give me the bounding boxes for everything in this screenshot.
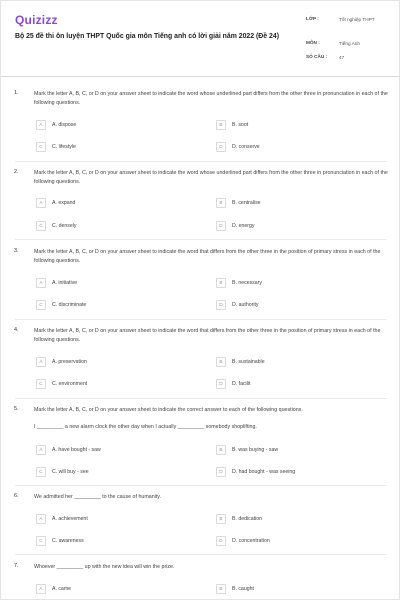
question-text: Whoever _________ up with the new idea will win the prize. — [34, 564, 175, 570]
divider — [15, 239, 387, 240]
option-text: A. dispose — [52, 122, 77, 128]
option-a[interactable] — [36, 584, 206, 594]
option-d[interactable] — [216, 467, 386, 477]
divider — [15, 485, 387, 486]
meta-value: Tốt nghiệp THPT — [339, 17, 375, 22]
option-text: A. came — [52, 586, 72, 592]
question-text: Mark the letter A, B, C, or D on your answer sheet to indicate the word that differs from the other three in the position of primary stress in each of the following questions. — [34, 249, 381, 264]
option-letter-box: D — [216, 300, 226, 310]
option-b[interactable] — [216, 198, 386, 208]
option-letter-box: C — [36, 221, 46, 231]
option-text: D. authority — [232, 302, 259, 308]
question-text: Mark the letter A, B, C, or D on your answer sheet to indicate the correct answer to each of the following questions. — [34, 407, 303, 413]
quizizz-logo[interactable]: Quizizz — [15, 13, 58, 27]
meta-value: Tiếng Anh — [339, 41, 360, 46]
option-letter-box: B — [216, 357, 226, 367]
divider — [15, 554, 387, 555]
question-number: 6. — [14, 493, 19, 499]
option-letter-box: B — [216, 445, 226, 455]
option-a[interactable] — [36, 445, 206, 455]
option-a[interactable] — [36, 120, 206, 130]
option-a[interactable] — [36, 198, 206, 208]
worksheet-meta — [306, 16, 394, 68]
option-text: A. initiative — [52, 280, 78, 286]
option-letter-box: D — [216, 142, 226, 152]
option-letter-box: A — [36, 278, 46, 288]
option-letter-box: A — [36, 514, 46, 524]
option-text: B. dedication — [232, 516, 262, 522]
option-letter-box: B — [216, 198, 226, 208]
question-number: 1. — [14, 90, 19, 96]
option-text: C. densely — [52, 223, 77, 229]
option-letter-box: B — [216, 278, 226, 288]
question-text: We admitted her _________ to the cause of humanity. — [34, 494, 162, 500]
option-d[interactable] — [216, 221, 386, 231]
option-a[interactable] — [36, 278, 206, 288]
option-letter-box: A — [36, 445, 46, 455]
question-text: Mark the letter A, B, C, or D on your answer sheet to indicate the word that differs from the other three in the position of primary stress in each of the following questions. — [34, 328, 381, 343]
option-text: C. awareness — [52, 538, 84, 544]
meta-row-grade — [306, 16, 394, 40]
option-c[interactable] — [36, 467, 206, 477]
option-c[interactable] — [36, 300, 206, 310]
option-a[interactable] — [36, 357, 206, 367]
option-d[interactable] — [216, 300, 386, 310]
option-letter-box: C — [36, 379, 46, 389]
divider — [15, 398, 387, 399]
option-letter-box: B — [216, 584, 226, 594]
option-d[interactable] — [216, 379, 386, 389]
option-b[interactable] — [216, 514, 386, 524]
option-letter-box: B — [216, 514, 226, 524]
option-letter-box: B — [216, 120, 226, 130]
option-text: B. was buying - saw — [232, 447, 279, 453]
meta-row-subject — [306, 40, 394, 54]
option-a[interactable] — [36, 514, 206, 524]
option-letter-box: C — [36, 300, 46, 310]
option-b[interactable] — [216, 584, 386, 594]
question-sentence: I _________ a new alarm clock the other day when I actually _________ somebody shoplifting. — [34, 424, 257, 430]
question-number: 7. — [14, 563, 19, 569]
option-text: C. will buy - see — [52, 469, 89, 475]
option-text: B. soot — [232, 122, 249, 128]
meta-label: LỚP : — [306, 16, 319, 21]
option-c[interactable] — [36, 536, 206, 546]
option-letter-box: A — [36, 584, 46, 594]
option-text: B. sustainable — [232, 359, 265, 365]
option-text: C. environment — [52, 381, 88, 387]
option-text: D. facilit — [232, 381, 251, 387]
option-letter-box: D — [216, 379, 226, 389]
option-letter-box: D — [216, 467, 226, 477]
question-number: 3. — [14, 248, 19, 254]
option-d[interactable] — [216, 536, 386, 546]
option-c[interactable] — [36, 379, 206, 389]
option-letter-box: C — [36, 467, 46, 477]
option-letter-box: D — [216, 221, 226, 231]
option-letter-box: C — [36, 142, 46, 152]
option-letter-box: C — [36, 536, 46, 546]
option-d[interactable] — [216, 142, 386, 152]
question-text: Mark the letter A, B, C, or D on your answer sheet to indicate the word whose underlined part differs from the other three in pronunciation in each of the following questions. — [34, 170, 388, 185]
option-text: A. have bought - saw — [52, 447, 101, 453]
option-b[interactable] — [216, 445, 386, 455]
option-text: A. preservation — [52, 359, 87, 365]
option-letter-box: A — [36, 198, 46, 208]
option-text: B. necessary — [232, 280, 262, 286]
option-text: A. achievement — [52, 516, 88, 522]
question-number: 4. — [14, 327, 19, 333]
option-text: B. centralise — [232, 200, 261, 206]
divider — [15, 161, 387, 162]
meta-label: MÔN : — [306, 40, 320, 45]
option-c[interactable] — [36, 221, 206, 231]
question-text: Mark the letter A, B, C, or D on your answer sheet to indicate the word whose underlined part differs from the other three in pronunciation in each of the following questions. — [34, 91, 388, 106]
option-text: C. lifestyle — [52, 144, 76, 150]
meta-row-question-count — [306, 54, 394, 68]
option-letter-box: A — [36, 357, 46, 367]
option-text: D. conserve — [232, 144, 260, 150]
option-text: D. had bought - was seeing — [232, 469, 296, 475]
option-text: B. caught — [232, 586, 254, 592]
option-text: D. energy — [232, 223, 255, 229]
option-text: A. expand — [52, 200, 76, 206]
option-c[interactable] — [36, 142, 206, 152]
meta-label: SỐ CÂU : — [306, 54, 328, 59]
worksheet-title: Bộ 25 đề thi ôn luyện THPT Quốc gia môn Tiếng anh có lời giải năm 2022 (Đề 24) — [15, 33, 279, 40]
option-b[interactable] — [216, 278, 386, 288]
option-b[interactable] — [216, 120, 386, 130]
option-letter-box: D — [216, 536, 226, 546]
option-text: C. discriminate — [52, 302, 87, 308]
option-text: D. concentration — [232, 538, 270, 544]
question-number: 5. — [14, 406, 19, 412]
option-b[interactable] — [216, 357, 386, 367]
divider — [15, 319, 387, 320]
option-letter-box: A — [36, 120, 46, 130]
question-number: 2. — [14, 169, 19, 175]
worksheet-header — [1, 1, 400, 77]
meta-value: 47 — [339, 55, 345, 60]
